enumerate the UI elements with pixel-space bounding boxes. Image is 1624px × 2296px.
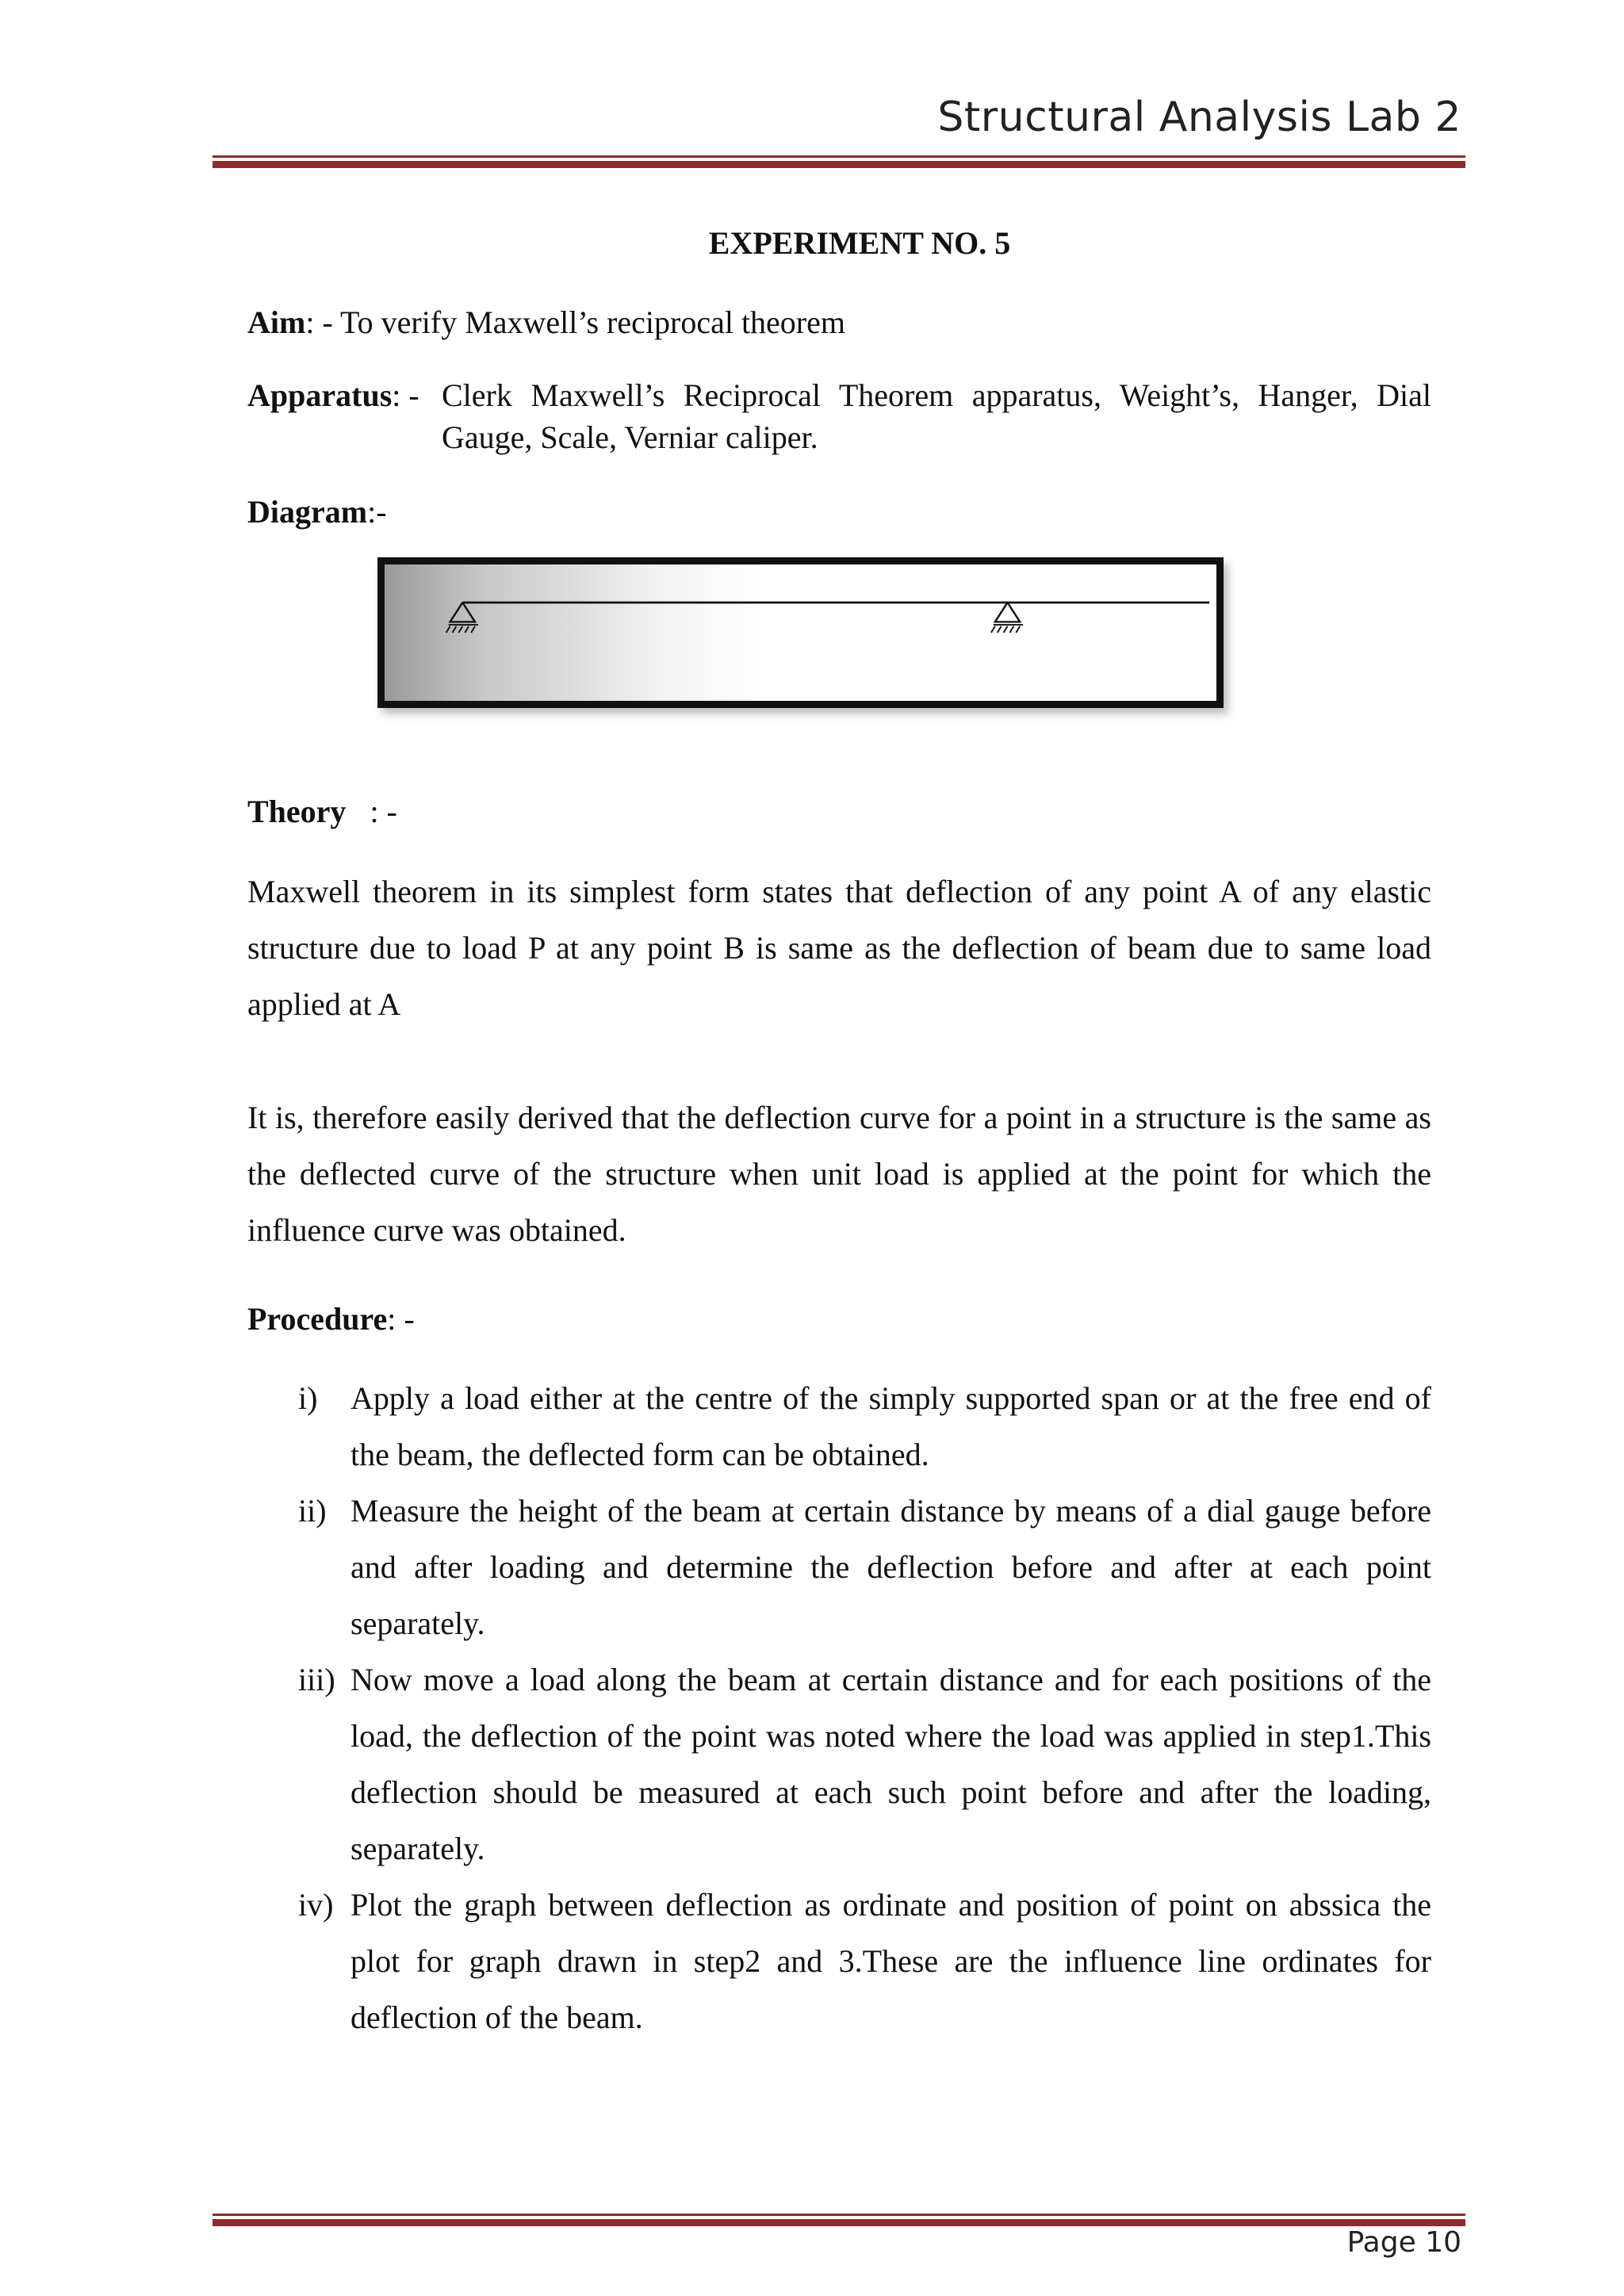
footer-rule: [213, 2214, 1465, 2226]
diagram-heading: [247, 493, 387, 530]
list-item-text: Measure the height of the beam at certain distance by means of a dial gauge before and after loading and determine the deflection before and after at each point separately.: [350, 1493, 1431, 1641]
theory-heading: [247, 793, 397, 830]
apparatus-label: Apparatus: [247, 377, 393, 413]
apparatus-section: [247, 374, 1431, 458]
theory-suffix: : -: [346, 794, 397, 829]
procedure-suffix: : -: [387, 1301, 415, 1337]
list-item-number: ii): [298, 1493, 327, 1529]
theory-paragraph-2: It is, therefore easily derived that the deflection curve for a point in a structure is the same as the deflected curve of the structure when unit load is applied at the point for which the influence curve was obtained.: [247, 1100, 1431, 1248]
aim-label: Aim: [247, 304, 306, 340]
aim-line: [247, 304, 845, 341]
list-item-text: Plot the graph between deflection as ordinate and position of point on abssica the plot for graph drawn in step2 and 3.These are the influence line ordinates for deflection of the beam.: [350, 1887, 1431, 2035]
list-item-number: iii): [298, 1662, 335, 1697]
list-item-text: Now move a load along the beam at certain distance and for each positions of the load, the deflection of the point was noted where the load was applied in step1.This deflection should be measured at each such point before and after the loading, separately.: [350, 1662, 1431, 1866]
diagram-label: Diagram: [247, 494, 368, 530]
beam-diagram: [377, 557, 1224, 708]
list-item-text: Apply a load either at the centre of the simply supported span or at the free end of the beam, the deflected form can be obtained.: [350, 1380, 1431, 1472]
experiment-title: EXPERIMENT NO. 5: [708, 225, 1011, 261]
list-item: [247, 1483, 1431, 1651]
list-item-number: i): [298, 1380, 318, 1416]
procedure-label: Procedure: [247, 1301, 388, 1337]
left-support-icon: [446, 603, 478, 633]
beam-diagram-svg: [385, 564, 1216, 701]
list-item-number: iv): [298, 1887, 334, 1923]
header-rule: [213, 155, 1465, 168]
list-item: [247, 1877, 1431, 2045]
theory-label: Theory: [247, 794, 347, 829]
aim-text: : - To verify Maxwell’s reciprocal theorem: [305, 304, 845, 340]
list-item: [247, 1651, 1431, 1877]
list-item: [247, 1370, 1431, 1483]
apparatus-lead-sep: : -: [392, 377, 419, 413]
procedure-heading: [247, 1300, 415, 1337]
right-support-icon: [991, 603, 1023, 633]
theory-paragraph-1: Maxwell theorem in its simplest form states that deflection of any point A of any elastic structure due to load P at any point B is same as the deflection of beam due to same load applied at A: [247, 874, 1431, 1022]
diagram-suffix: :-: [367, 494, 387, 530]
header-title: Structural Analysis Lab 2: [937, 94, 1461, 141]
page-number: Page 10: [1346, 2226, 1461, 2259]
procedure-list: [247, 1370, 1431, 2045]
apparatus-lead: [247, 374, 419, 416]
apparatus-text: Clerk Maxwell’s Reciprocal Theorem apparatus, Weight’s, Hanger, Dial Gauge, Scale, Verniar caliper.: [442, 377, 1431, 455]
